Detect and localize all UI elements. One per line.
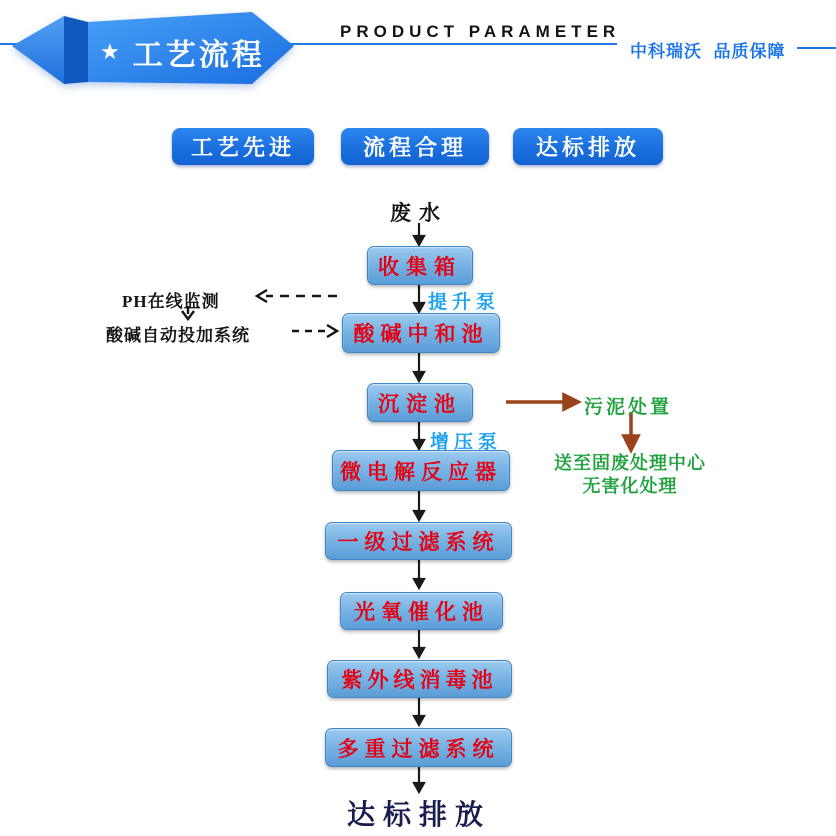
flow-arrow-neutralization-to-sedimentation — [414, 352, 424, 381]
ribbon-fold — [64, 16, 88, 84]
flow-arrow-multi-filter-to-output — [414, 766, 424, 792]
flow-step-multi-filtration: 多重过滤系统 — [325, 728, 512, 767]
dosing-system-label: 酸碱自动投加系统 — [106, 326, 250, 345]
ph-monitor-label: PH在线监测 — [122, 292, 220, 311]
flow-arrow-collection-to-neutralization — [414, 284, 424, 312]
sludge-note — [540, 452, 720, 499]
sludge-note-line2: 无害化处理 — [582, 476, 678, 497]
badge-advanced-process: 工艺先进 — [172, 128, 314, 165]
sludge-arrow-right — [506, 395, 578, 409]
banner-text — [100, 30, 265, 74]
flow-step-primary-filtration: 一级过滤系统 — [325, 522, 512, 560]
flow-output-label: 达标排放 — [346, 800, 491, 831]
dashed-arrow-to-neutralization — [292, 325, 337, 337]
sludge-disposal-label: 污泥处置 — [584, 397, 673, 418]
brand-text: 中科瑞沃 品质保障 — [630, 42, 786, 61]
flow-step-sedimentation-tank: 沉淀池 — [367, 383, 473, 422]
flow-step-uv-disinfection-tank: 紫外线消毒池 — [327, 660, 512, 698]
flow-arrow-reactor-to-primary-filter — [414, 490, 424, 520]
flow-step-neutralization-tank: 酸碱中和池 — [342, 313, 500, 353]
flow-step-collection-tank: 收集箱 — [367, 246, 473, 285]
badge-standard-discharge: 达标排放 — [513, 128, 663, 165]
flow-arrow-sedimentation-to-reactor — [414, 421, 424, 449]
badge-reasonable-flow: 流程合理 — [341, 128, 489, 165]
ribbon-left-arrow — [12, 16, 64, 84]
eyebrow-title: PRODUCT PARAMETER — [340, 22, 621, 41]
flow-input-label: 废水 — [390, 201, 448, 225]
booster-pump-label: 增压泵 — [430, 432, 503, 453]
flow-arrow-uv-to-multi-filter — [414, 697, 424, 725]
flow-arrow-primary-filter-to-photo — [414, 559, 424, 588]
lift-pump-label: 提升泵 — [428, 292, 501, 313]
flow-step-photo-oxidation-tank: 光氧催化池 — [340, 592, 503, 630]
flow-step-micro-electrolysis-reactor: 微电解反应器 — [332, 450, 510, 491]
sludge-note-line1: 送至固废处理中心 — [554, 453, 706, 473]
dashed-arrow-to-ph-monitor — [257, 290, 337, 302]
flow-arrow-photo-to-uv — [414, 629, 424, 657]
page-title: 工艺流程 — [132, 39, 265, 72]
star-icon: ★ — [100, 39, 120, 64]
